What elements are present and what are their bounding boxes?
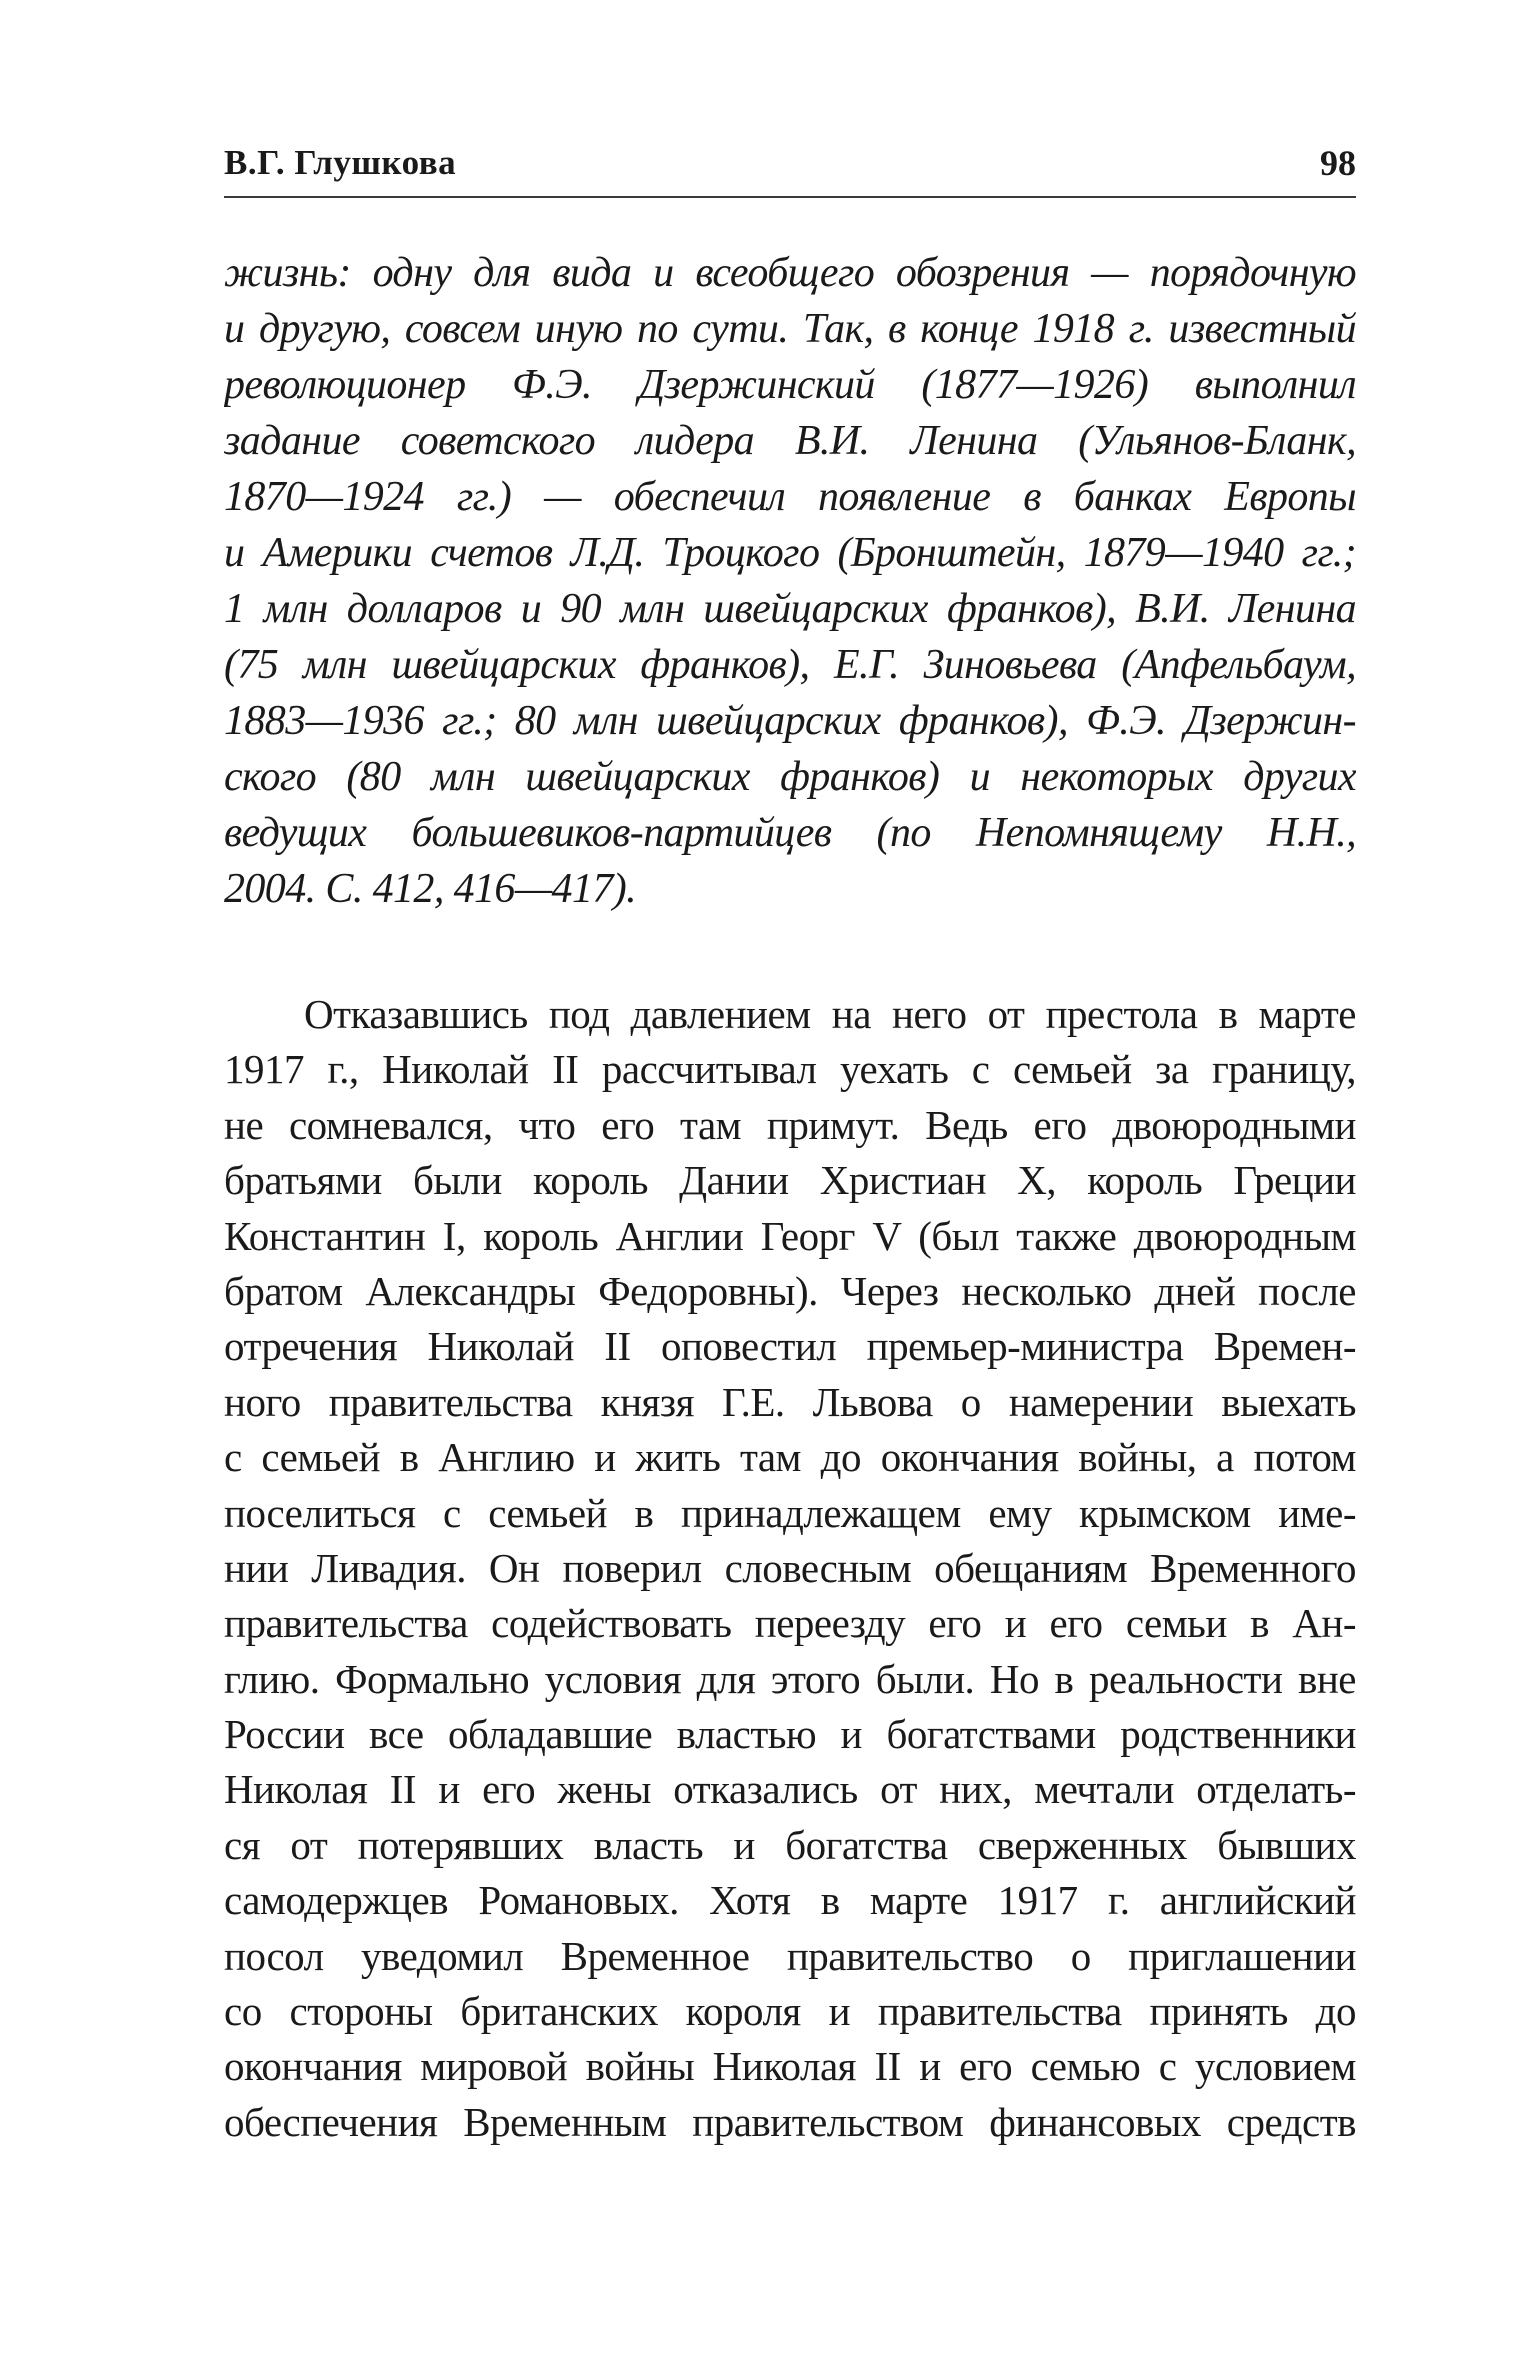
quote-line: ведущих большевиков-партийцев (по Непомнящему Н.Н., (224, 810, 1356, 856)
paragraph-line: Отказавшись под давлением на него от престола в марте (304, 991, 1356, 1037)
paragraph-line: со стороны британских короля и правительства принять до (224, 1988, 1356, 2035)
paragraph-line: 1917 г., Николай II рассчитывал уехать с семьей за границу, (224, 1046, 1356, 1093)
paragraph-line: братом Александры Федоровны). Через несколько дней после (224, 1267, 1356, 1314)
quote-line: 1870—1924 гг.) — обеспечил появление в банках Европы (224, 474, 1356, 520)
paragraph-line: посол уведомил Временное правительство о приглашении (224, 1932, 1356, 1979)
paragraph-line: отречения Николай II оповестил премьер-министра Времен- (224, 1323, 1356, 1370)
paragraph-line: ся от потерявших власть и богатства сверженных бывших (224, 1821, 1356, 1868)
page-number: 98 (1320, 143, 1356, 183)
paragraph-line: России все обладавшие властью и богатствами родственники (224, 1711, 1356, 1758)
quote-line: революционер Ф.Э. Дзержинский (1877—1926) выполнил (224, 362, 1356, 408)
quote-line: и Америки счетов Л.Д. Троцкого (Бронштейн, 1879—1940 гг.; (224, 530, 1356, 576)
running-header (224, 138, 1356, 198)
paragraph-line: поселиться с семьей в принадлежащем ему крымском име- (224, 1489, 1356, 1536)
paragraph-line: глию. Формально условия для этого были. Но в реальности вне (224, 1655, 1356, 1702)
quote-line: (75 млн швейцарских франков), Е.Г. Зиновьева (Апфельбаум, (224, 642, 1356, 688)
author-name: В.Г. Глушкова (224, 143, 457, 182)
paragraph-line: нии Ливадия. Он поверил словесным обещаниям Временного (224, 1544, 1356, 1591)
quote-line: 1883—1936 гг.; 80 млн швейцарских франков), Ф.Э. Дзержин- (224, 698, 1356, 744)
paragraph-line: Николая II и его жены отказались от них, мечтали отделать- (224, 1766, 1356, 1813)
paragraph-line: правительства содействовать переезду его и его семьи в Ан- (224, 1600, 1356, 1647)
paragraph-line: не сомневался, что его там примут. Ведь его двоюродными (224, 1101, 1356, 1148)
quote-line: и другую, совсем иную по сути. Так, в конце 1918 г. известный (224, 306, 1356, 352)
body-paragraph (224, 987, 1356, 2150)
italic-quote-block (224, 245, 1356, 917)
paragraph-line: ного правительства князя Г.Е. Львова о намерении выехать (224, 1378, 1356, 1425)
paragraph-line: Константин I, король Англии Георг V (был также двоюродным (224, 1212, 1356, 1259)
quote-line: задание советского лидера В.И. Ленина (Ульянов-Бланк, (224, 418, 1356, 464)
paragraph-line: окончания мировой войны Николая II и его семью с условием (224, 2043, 1356, 2090)
paragraph-line: обеспечения Временным правительством финансовых средств (224, 2098, 1356, 2145)
page-body (224, 245, 1356, 2150)
quote-line: ского (80 млн швейцарских франков) и некоторых других (224, 754, 1356, 800)
paragraph-line: с семьей в Англию и жить там до окончания войны, а потом (224, 1434, 1356, 1481)
quote-line: 2004. С. 412, 416—417). (224, 866, 637, 912)
quote-line: 1 млн долларов и 90 млн швейцарских франков), В.И. Ленина (224, 586, 1356, 632)
paragraph-line: самодержцев Романовых. Хотя в марте 1917 г. английский (224, 1877, 1356, 1924)
paragraph-line: братьями были король Дании Христиан X, король Греции (224, 1157, 1356, 1204)
quote-line: жизнь: одну для вида и всеобщего обозрения — порядочную (224, 250, 1356, 296)
